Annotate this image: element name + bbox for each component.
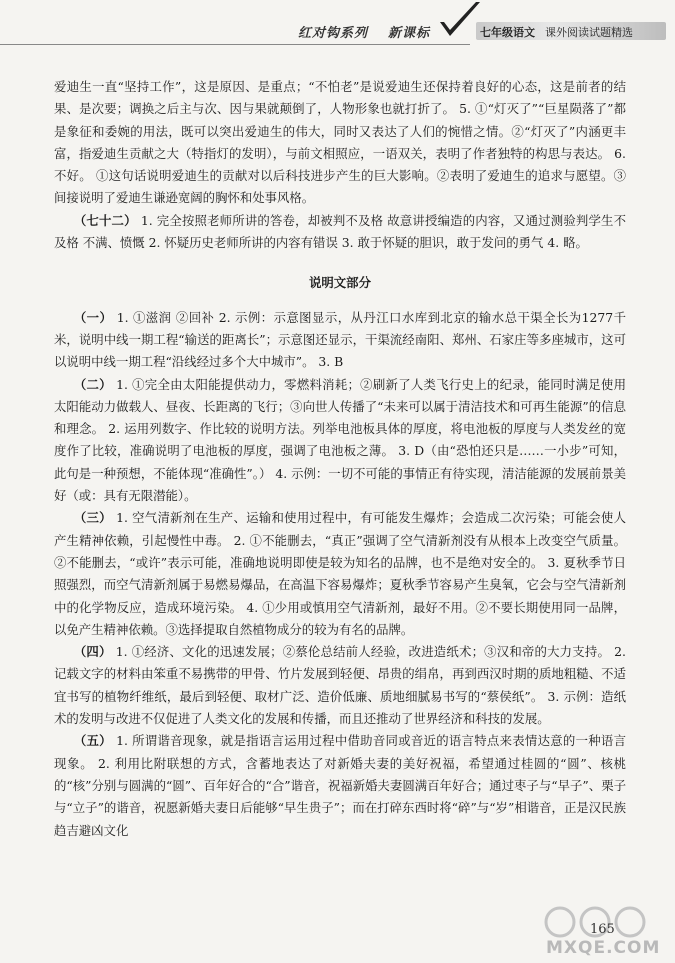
item-text: 1. ①经济、文化的迅速发展；②蔡伦总结前人经验，改进造纸术；③汉和帝的大力支持。 2. 记载文字的材料由笨重不易携带的甲骨、竹片发展到轻便、昂贵的绢帛，再到西汉时期的质地粗糙、不适宜书写的植物纤维纸，最后到轻便、取材广泛、造价低廉、质地细腻易书写的“蔡侯纸”。 3. 示例：造纸术的发明与改进不仅促进了人类文化的发展和传播，而且还推动了世界经济和科技的发展。 <box>54 644 626 727</box>
item-label: （四） <box>73 644 112 660</box>
item-label: （三） <box>73 510 112 526</box>
item-text: 1. 空气清新剂在生产、运输和使用过程中，有可能发生爆炸；会造成二次污染；可能会使人产生精神依赖，引起慢性中毒。 2. ①不能删去，“真正”强调了空气清新剂没有从根本上改变空气质量。②不能删去，“或许”表示可能，准确地说明即使是较为知名的品牌，也不是绝对安全的。 3. 夏秋季节日照强烈，而空气清新剂属于易燃易爆品，在高温下容易爆炸；夏秋季节容易产生臭氧，它会与空气清新剂中的化学物反应，造成环境污染。 4. ①少用或慎用空气清新剂，最好不用。②不要长期使用同一品牌，以免产生精神依赖。③选择提取自然植物成分的较为有名的品牌。 <box>54 510 626 637</box>
item-label: （七十二） <box>73 212 137 228</box>
section-heading: 说明文部分 <box>309 275 371 291</box>
answer-item-1 <box>54 307 626 374</box>
header-divider <box>0 44 470 45</box>
new-standard-label: 新课标 <box>388 26 431 41</box>
item-label: （二） <box>73 376 112 392</box>
page-number: 165 <box>590 922 615 937</box>
item-text: 1. ①滋润 ②回补 2. 示例：示意图显示，从丹江口水库到北京的输水总干渠全长为1277千米，说明中线一期工程“输送的距离长”；示意图还显示，干渠流经南阳、郑州、石家庄等多座城市，这可以说明中线一期工程“沿线经过多个大中城市”。 3. B <box>54 309 627 370</box>
grade-label: 七年级语文 <box>480 26 535 39</box>
item-text: 1. ①完全由太阳能提供动力，零燃料消耗；②刷新了人类飞行史上的纪录，能同时满足使用太阳能动力做载人、昼夜、长距离的飞行；③向世人传播了“未来可以属于清洁技术和可再生能源”的信息和理念。 2. 运用列数字、作比较的说明方法。列举电池板具体的厚度，将电池板的厚度与人类发丝的宽度作了比较，准确说明了电池板的厚度，强调了电池板之薄。 3. D（由“恐怕还只是……一小步”可知，此句是一种预想，不能体现“准确性”。） 4. 示例：一切不可能的事情正有待实现，清洁能源的发展前景美好（或：具有无限潜能）。 <box>54 376 626 504</box>
paragraph-continuation <box>54 76 626 210</box>
answer-item-2 <box>54 374 626 508</box>
book-title: 课外阅读试题精选 <box>545 26 633 39</box>
page-header <box>0 0 675 48</box>
series-name: 红对钩系列 <box>298 26 369 41</box>
answer-item-72 <box>54 210 626 255</box>
paragraph-text: 爱迪生一直“坚持工作”，这是原因、是重点；“不怕老”是说爱迪生还保持着良好的心态，这是前者的结果、是次要；调换之后主与次、因与果就颠倒了，人物形象也就打折了。 5. ①“灯灭了”“巨星陨落了”都是象征和委婉的用法，既可以突出爱迪生的伟大，同时又表达了人们的惋惜之情。②“灯灭了”内涵更丰富，指爱迪生贡献之大（特指灯的发明），与前文相照应，一语双关，表明了作者独特的构思与表达。 6. 不好。 ①这句话说明爱迪生的贡献对以后科技进步产生的巨大影响。②表明了爱迪生的追求与愿望。③间接说明了爱迪生谦逊宽阔的胸怀和处事风格。 <box>54 79 626 206</box>
item-text: 1. 完全按照老师所讲的答卷，却被判不及格 故意讲授编造的内容，又通过测验判学生不及格 不满、愤慨 2. 怀疑历史老师所讲的内容有错误 3. 敢于怀疑的胆识，敢于发问的勇气 4. 略。 <box>54 212 627 251</box>
answer-item-3 <box>54 507 626 641</box>
answer-content <box>54 76 626 842</box>
answer-item-5 <box>54 730 626 841</box>
item-label: （一） <box>73 309 113 325</box>
answer-item-4 <box>54 641 626 730</box>
item-text: 1. 所谓谐音现象，就是指语言运用过程中借助音同或音近的语言特点来表情达意的一种语言现象。 2. 利用比附联想的方式，含蓄地表达了对新婚夫妻的美好祝福，希望通过桂圆的“圆”、核桃的“核”分别与圆满的“圆”、百年好合的“合”谐音，祝福新婚夫妻圆满百年好合；通过枣子与“早子”、栗子与“立子”的谐音，祝愿新婚夫妻日后能够“早生贵子”；而在打碎东西时将“碎”与“岁”相谐音，正是汉民族趋吉避凶文化 <box>54 733 626 838</box>
item-label: （五） <box>73 733 112 749</box>
watermark-text: MXQE.COM <box>546 938 661 958</box>
